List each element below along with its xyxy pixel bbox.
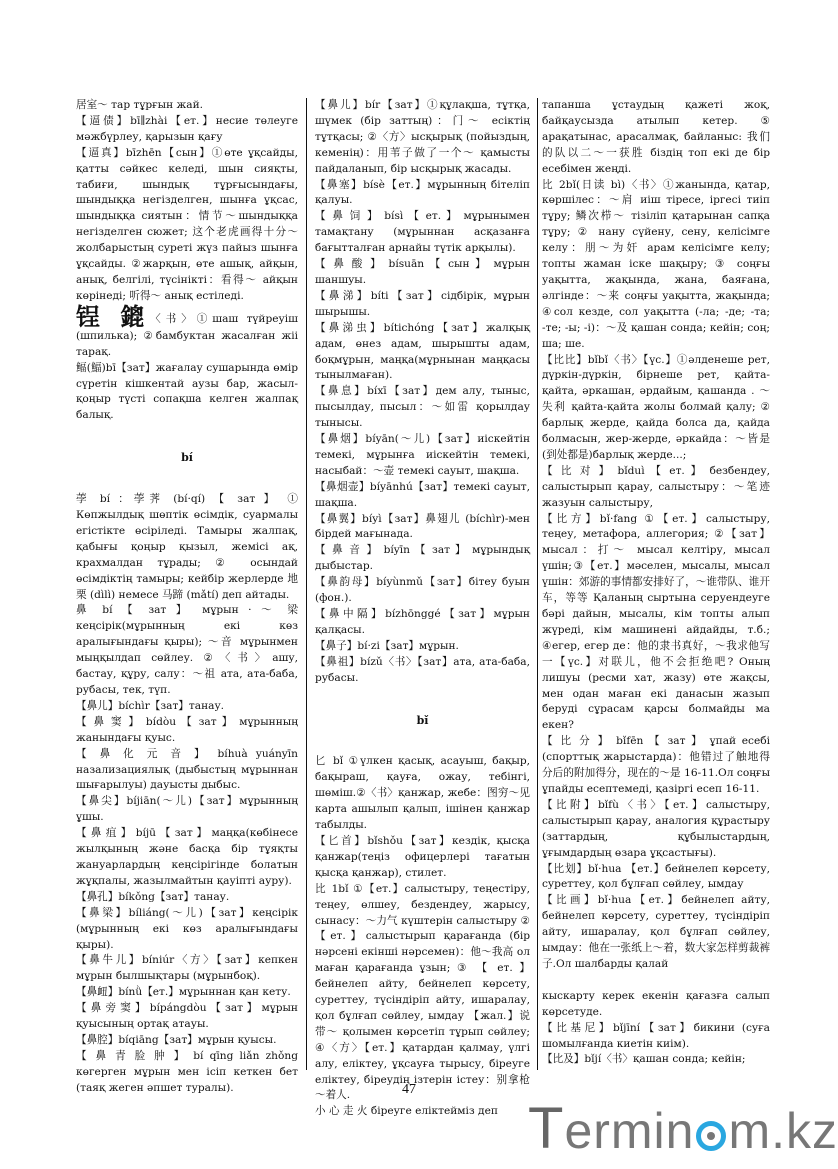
entry: 【匕首】bǐshǒu【зат】кездік, қысқа қанжар(теңіз офицерлері тағатын қысқа қанжар), стилет. <box>315 834 530 879</box>
entry: 【逼真】bīzhēn【сын】①өте ұқсайды, қатты сәйкес келеді, шын сияқты, табиғи, шындық тұрғысындағы, шындыққа негізделген, шынға ұқсас, шындыққа сиятын：情节～шындыққа негізделген сюжет; 这个老虎画得十分～ жолбарыстың суреті жүз пайыз шынға ұқсайды. ②жарқын, өте ашық, айқын, анық, белгілі, түсінікті：看得～ айқын көрінеді; 听得～ анық естіледі. <box>76 146 298 302</box>
entry: 【鼻烟】bíyān(～儿)【зат】иіскейтін темекі, мұрынға иіскейтін темекі, насыбай：～壶 темекі сауыт, шақша. <box>315 433 530 477</box>
entry: 匕 bǐ ①үлкен қасық, асауыш, бақыр, бақыраш, қауға, ожау, тебінгі, шөміш.②〈书〉қанжар, жебе：图穷～见 карта ашылып қалып, ішінен қанжар табылды. <box>315 755 530 832</box>
entry: 【鼻梁】bíliáng(～儿)【зат】кеңсірік (мұрынның екі көз аралығындағы қыры). <box>76 906 298 951</box>
entry: 【鼻韵母】bíyùnmǔ【зат】бітеу буын (фон.). <box>315 576 530 605</box>
entry: 【比方】bǐ·fang ①【ет.】салыстыру, теңеу, метафора, аллегория; ②【зат】мысал：打～ мысал келтіру, мысал үшін;③【ет.】мәселен, мысалы, мысал үшін：郊游的事情都安排好了，～谁带队、谁开车，等等 Қаланың сыртына серуендеуге бәрі дайын, мысалы, кім топты алып жүреді, кім машинені айдайды, т.б.; ④егер, егер де：他的隶书真好，～我求他写一【үс.】对联儿，他不会拒绝吧? Оның лишуы (ресми хат, жазу) өте жақсы, мен одан маған екі данасын жазып беруді сұрасам қарсы болмайды ма екен? <box>542 512 770 732</box>
entry: 【鼻翼】bíyì【зат】鼻翅儿 (bíchìr)-мен бірдей мағынада. <box>315 512 530 541</box>
entry: 【鼻中隔】bízhōnggé【зат】мұрын қалқасы. <box>315 608 530 636</box>
logo-ring-icon <box>696 1121 726 1151</box>
entry: 【逼债】bī∥zhài【ет.】несие төлеуге мәжбүрлеу, қарызын қағу <box>76 114 298 143</box>
page-number: 47 <box>402 1082 416 1097</box>
entry: 比 1bǐ ①【ет.】салыстыру, теңестіру, теңеу, өлшеу, бездендеу, жарысу, сынасу：～力气 күштерін салыстыру ②【ет.】салыстырып қарағанда (бір нәрсені екінші нәрсемен)：他～我高 ол маған қарағанда ұзын; ③ 【 ет. 】 бейнелеп айту, бейнелеп көрсету, суреттеу, түсіндіріп айту, ишаралау, қол бұлғап сөйлеу, ымдау 【жал.】说带～ қолымен көрсетіп тұрып сөйлеу; ④〈方〉【ет.】қатардан қалмау, үлгі алу, еліктеу, ұқсауға тырысу, біреуге еліктеу, біреудің ізтерін істеу：别拿枪～着人. <box>315 882 530 1102</box>
entry: 【 鼻 旁 窦 】 bípángdòu 【 зат 】 мұрын қуысының ортақ атауы. <box>76 1002 298 1031</box>
section-heading: bǐ <box>416 713 429 727</box>
column-left <box>76 98 298 1094</box>
entry: 【比划】bǐ·hua 【ет.】бейнелеп көрсету, суреттеу, қол бұлғап сөйлеу, ымдау <box>542 862 770 891</box>
entry: 【 鼻 音 】 bíyīn 【 зат 】 мұрындық дыбыстар. <box>315 544 530 573</box>
entry: 鼻 bí 【 зат 】 мұрын · ～ 梁 кеңсірік(мұрынның екі көз аралығындағы қыры); ～音 мұрынмен мыңқылдап сөйлеу. ②〈书〉ашу, бастау, құру, салу：～祖 ата, ата-баба, рубасы, тек, түп. <box>76 604 298 696</box>
entry: 【鼻腔】bíqiāng【зат】мұрын қуысы. <box>76 1033 277 1046</box>
entry: 【 比 分 】 bǐfēn 【 зат 】 ұпай есебі (спорттық жарыстарда)：他错过了触地得分后的附加得分，现在的～是 16-11.Ол соңғы ұпайды есептемеді, қазіргі есеп 16-11. <box>542 735 770 795</box>
entry: 【鼻烟壶】bíyānhú【зат】темекі сауыт, шақша. <box>315 480 530 509</box>
logo-letter-t: T <box>528 1096 565 1161</box>
entry: 【比画】bǐ·hua【ет.】бейнелеп айту, бейнелеп көрсету, суреттеу, түсіндіріп айту, ишаралау, қол бұлғап сөйлеу, ымдау：他在一张纸上～着，数大家怎样剪裁裤子.Ол шалбарды қалай <box>542 894 770 970</box>
entry-headword: 锃 鎞 <box>76 301 151 331</box>
entry: 【比及】bǐjí〈书〉қашан сонда; кейін; <box>542 1053 746 1066</box>
entry: 【鼻子】bí·zi【зат】мұрын. <box>315 639 459 652</box>
entry: 【鼻涕虫】bítichóng【зат】жалқық адам, өнез адам, шырышты адам, боқмұрын, маңқа(мұрнынан маңқасы тынылмаған). <box>315 321 530 382</box>
section-heading: bí <box>181 451 193 465</box>
entry: 鲾(鰏)bī【зат】жағалау сушарында өмір сүретін кішкентай аузы бар, жасыл-қоңыр түсті сопақша келген жалпақ балық. <box>76 361 298 422</box>
entry-text: 〈书〉①шаш түйреуіш (шпилька); ②бамбуктан жасалған жіі тарақ. <box>76 312 298 358</box>
entry: 【鼻儿】bír【зат】①құлақша, тұтқа, шүмек (бір заттың)：门～ есіктің тұтқасы; ②〈方〉ысқырық (пойыздың, кеменің)：用苇子做了一个～ қамысты пайдаланып, бір ысқырық жасады. <box>315 99 530 175</box>
entry: 【鼻涕】bíti【зат】сідбірік, мұрын шырышы. <box>315 289 530 318</box>
entry: 【比基尼】bǐjīní【зат】бикини (суға шомылғанда киетін киім). <box>542 1021 770 1050</box>
entry: 【鼻塞】bísè【ет.】мұрынның бітеліп қалуы. <box>315 178 530 207</box>
column-right <box>542 98 770 1073</box>
entry: 【鼻尖】bíjiān(～儿)【зат】мұрынның ұшы. <box>76 795 298 824</box>
entry: 【 鼻 疽 】 bíjū 【 зат 】 маңқа(көбінесе жылқының және басқа бір тұяқты жануарлардың кеңсірігінде болатын жұқпалы, жазылмайтын қауіпті ауру). <box>76 827 298 887</box>
entry: 【鼻祖】bízǔ〈书〉【зат】ата, ата-баба, рубасы. <box>315 655 530 684</box>
entry: 荸 bí ：荸荠 (bí·qí) 【 зат 】 ① Көпжылдық шөптік өсімдік, суармалы егістікте өсіріледі. Тамыры жалпақ, қабығы қоңыр қызыл, жемісі ақ, крахмалдан тұрады; ② осындай өсімдіктің тамыры; кейбір жерлерде 地栗 (dìlì) немесе 马蹄 (mǎtí) деп айтады. <box>76 493 298 601</box>
entry: кыскарту керек екенін қағазға салып көрсетуде. <box>542 989 770 1018</box>
entry: 【鼻衄】bínǜ【ет.】мұрыннан қан кету. <box>76 986 291 999</box>
column-divider-left <box>306 98 307 1070</box>
entry: 【鼻牛儿】bíniúr〈方〉【зат】кепкен мұрын былшықтары (мұрынбоқ). <box>76 954 298 983</box>
entry: 【 比 对 】 bǐduì 【 ет. 】 безбендеу, салыстырып қарау, салыстыру：～笔迹 жазуын салыстыру, <box>542 464 770 509</box>
entry <box>76 301 298 361</box>
entry: 【 鼻 酸 】 bísuān 【 сын 】 мұрын шаншуы. <box>315 258 530 286</box>
entry: 【 鼻 化 元 音 】 bíhuà yuányīn назализациялық (дыбыстың мұрыннан шығарылуы) дауысты дыбыс. <box>76 747 298 792</box>
entry: тапанша ұстаудың қажеті жоқ, байқаусызда атылып кетер. ⑤ арақатынас, арасалмақ, байланыс: 我们的队以二～一获胜 біздің топ екі де бір есебімен жеңді. <box>542 99 770 175</box>
entry: 【比附】bǐfù〈书〉【ет.】салыстыру, салыстырып қарау, аналогия құрастыру (заттардың, құбылыстардың, ұғымдардың өзара ұқсастығы). <box>542 798 770 859</box>
column-divider-right <box>537 98 538 1070</box>
logo-text-domain: m.kz <box>728 1103 838 1159</box>
termincom-logo <box>528 1096 838 1166</box>
entry: 【鼻息】bíxī【зат】дем алу, тыныс, пысылдау, пысыл：～如雷 қорылдау тынысы. <box>315 385 530 430</box>
entry: 【鼻儿】bíchìr【зат】танау. <box>76 699 225 712</box>
logo-text-part: ermin <box>564 1103 695 1159</box>
entry: 【 鼻 饲 】 bísì 【 ет. 】 мұрынымен тамақтану (мұрыннан асқазанға бағытталған арнайы түтік арқылы). <box>315 210 530 255</box>
entry: 【比比】bǐbǐ〈书〉【үс.】①әлденеше рет, дүркін-дүркін, бірнеше рет, қайта-қайта, әркашан, әрдайым, қашанда . ～失利 қайта-қайта жолы болмай қалу; ② барлық жерде, қайда болса да, қайда болмасын, жер-жерде, әркайда：～皆是 (到处都是)барлық жерде...; <box>542 353 770 461</box>
entry: 比 2bǐ(日读 bì)〈书〉①жанында, қатар, көршілес：～肩 иіш тіресе, іргесі тиіп тұру; 鳞次栉～ тізіліп қатарынан сапқа тұру; ② нану сүйену, сену, келісімге келу：朋～为奸 арам келісімге келу; топты жаман іске шақыру; ③ соңғы уақытта, жақында, жана, баяғана, әлгінде：～来 соңғы уақытта, жақында; ④сол кезде, сол уақытта (-ла; -де; -та; -те; -ы; -і)：～及 қашан сонда; кейін; соң; ша; ше. <box>542 178 770 350</box>
entry: 【 鼻 窦 】 bídòu 【 зат 】 мұрынның жанындағы қуыс. <box>76 715 298 744</box>
entry: 【鼻孔】bíkǒng【зат】танау. <box>76 890 230 903</box>
entry: 居室～ тар тұрғын жай. <box>76 99 203 111</box>
entry: 小 心 走 火 біреуге еліктейміз деп <box>315 1105 498 1118</box>
entry: 【 鼻 青 脸 肿 】 bí qīng liǎn zhǒng көгерген мұрын мен ісіп кеткен бет (таяқ жеген әпшет туралы). <box>76 1049 298 1094</box>
